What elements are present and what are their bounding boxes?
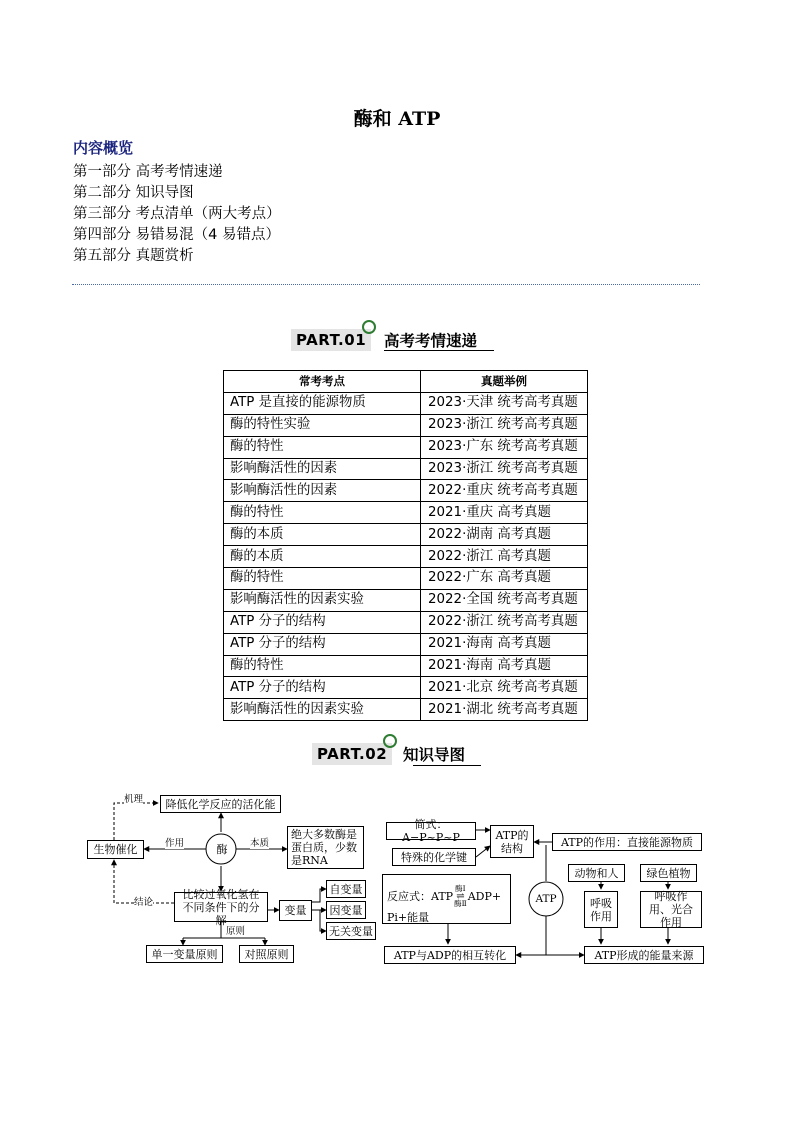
topic-cell: 酶的特性 <box>224 655 421 677</box>
reaction-tail: Pi+能量 <box>387 911 430 924</box>
dependent-variable-box: 因变量 <box>326 901 366 919</box>
animal-process-box: 呼吸作用 <box>584 891 618 928</box>
atp-center: ATP <box>535 892 557 905</box>
document-title: 酶和 ATP <box>353 108 441 130</box>
toc-item: 第一部分 高考考情速递 <box>73 164 223 180</box>
reversible-arrow-icon: ⇌ <box>456 891 465 902</box>
variable-box: 变量 <box>279 900 312 921</box>
topic-cell: 影响酶活性的因素 <box>224 480 421 502</box>
topic-cell: ATP 分子的结构 <box>224 633 421 655</box>
mechanism-box: 降低化学反应的活化能 <box>160 795 281 813</box>
essence-box: 绝大多数酶是蛋白质，少数是RNA <box>287 826 364 869</box>
reaction-product: ADP+ <box>467 890 502 903</box>
topic-cell: ATP 分子的结构 <box>224 677 421 699</box>
reversible-arrow <box>454 885 467 908</box>
topic-cell: 酶的特性 <box>224 436 421 458</box>
plant-process-box: 呼吸作用、光合作用 <box>640 891 702 928</box>
topic-cell: 酶的本质 <box>224 546 421 568</box>
conversion-box: ATP与ADP的相互转化 <box>384 946 516 964</box>
column-header: 常考考点 <box>224 371 421 393</box>
exam-cell: 2021·海南 高考真题 <box>421 633 588 655</box>
conclusion-label: 结论 <box>134 897 154 908</box>
topic-cell: 影响酶活性的因素 <box>224 458 421 480</box>
topic-cell: 酶的特性 <box>224 568 421 590</box>
part1-tag: PART.01 <box>291 329 371 351</box>
toc-heading: 内容概览 <box>73 139 134 157</box>
function-label: 作用 <box>165 838 185 849</box>
reaction-line <box>387 885 506 908</box>
topic-cell: ATP 分子的结构 <box>224 611 421 633</box>
enzyme-2-label: 酶Ⅱ <box>454 899 467 908</box>
topic-cell: 酶的特性 <box>224 502 421 524</box>
independent-variable-box: 自变量 <box>326 880 366 898</box>
mechanism-label: 机理 <box>124 794 144 805</box>
enzyme-center: 酶 <box>216 842 228 856</box>
control-principle-box: 对照原则 <box>239 945 294 963</box>
exam-cell: 2022·湖南 高考真题 <box>421 524 588 546</box>
toc-item: 第二部分 知识导图 <box>73 185 194 201</box>
single-variable-principle-box: 单一变量原则 <box>146 945 223 963</box>
function-box: 生物催化 <box>87 840 144 859</box>
exam-cell: 2023·浙江 统考高考真题 <box>421 458 588 480</box>
animals-box: 动物和人 <box>568 864 625 882</box>
topic-cell: 影响酶活性的因素实验 <box>224 699 421 721</box>
toc-item: 第三部分 考点清单（两大考点） <box>73 206 281 222</box>
topic-cell: 影响酶活性的因素实验 <box>224 589 421 611</box>
reaction-box <box>382 874 511 924</box>
exam-cell: 2021·海南 高考真题 <box>421 655 588 677</box>
plants-box: 绿色植物 <box>640 864 697 882</box>
exam-cell: 2021·湖北 统考高考真题 <box>421 699 588 721</box>
column-header: 真题举例 <box>421 371 588 393</box>
toc-item: 第四部分 易错易混（4 易错点） <box>73 227 280 243</box>
experiment-box: 比较过氧化氢在不同条件下的分解 <box>174 892 268 922</box>
topic-cell: ATP 是直接的能源物质 <box>224 392 421 414</box>
exam-cell: 2023·广东 统考高考真题 <box>421 436 588 458</box>
part2-tag: PART.02 <box>312 743 392 765</box>
exam-cell: 2022·浙江 统考高考真题 <box>421 611 588 633</box>
exam-cell: 2021·重庆 高考真题 <box>421 502 588 524</box>
part2-title: 知识导图 <box>403 746 466 764</box>
special-bond-box: 特殊的化学键 <box>392 848 476 866</box>
principle-label: 原则 <box>226 926 246 937</box>
atp-role-box: ATP的作用：直接能源物质 <box>552 833 702 851</box>
exam-cell: 2023·天津 统考高考真题 <box>421 392 588 414</box>
atp-structure-box: ATP的结构 <box>490 825 534 858</box>
part1-title: 高考考情速递 <box>384 332 478 350</box>
exam-cell: 2022·全国 统考高考真题 <box>421 589 588 611</box>
exam-cell: 2022·重庆 统考高考真题 <box>421 480 588 502</box>
exam-cell: 2023·浙江 统考高考真题 <box>421 414 588 436</box>
exam-cell: 2022·广东 高考真题 <box>421 568 588 590</box>
exam-cell: 2022·浙江 高考真题 <box>421 546 588 568</box>
irrelevant-variable-box: 无关变量 <box>326 922 376 940</box>
essence-label: 本质 <box>250 838 270 849</box>
enzyme-1-label: 酶Ⅰ <box>455 884 466 893</box>
topic-cell: 酶的特性实验 <box>224 414 421 436</box>
topic-cell: 酶的本质 <box>224 524 421 546</box>
toc-item: 第五部分 真题赏析 <box>73 248 194 264</box>
atp-formula-box: 简式：A−P~P~P <box>386 822 476 840</box>
reaction-prefix: 反应式：ATP <box>387 890 454 903</box>
energy-source-box: ATP形成的能量来源 <box>584 946 704 964</box>
exam-cell: 2021·北京 统考高考真题 <box>421 677 588 699</box>
